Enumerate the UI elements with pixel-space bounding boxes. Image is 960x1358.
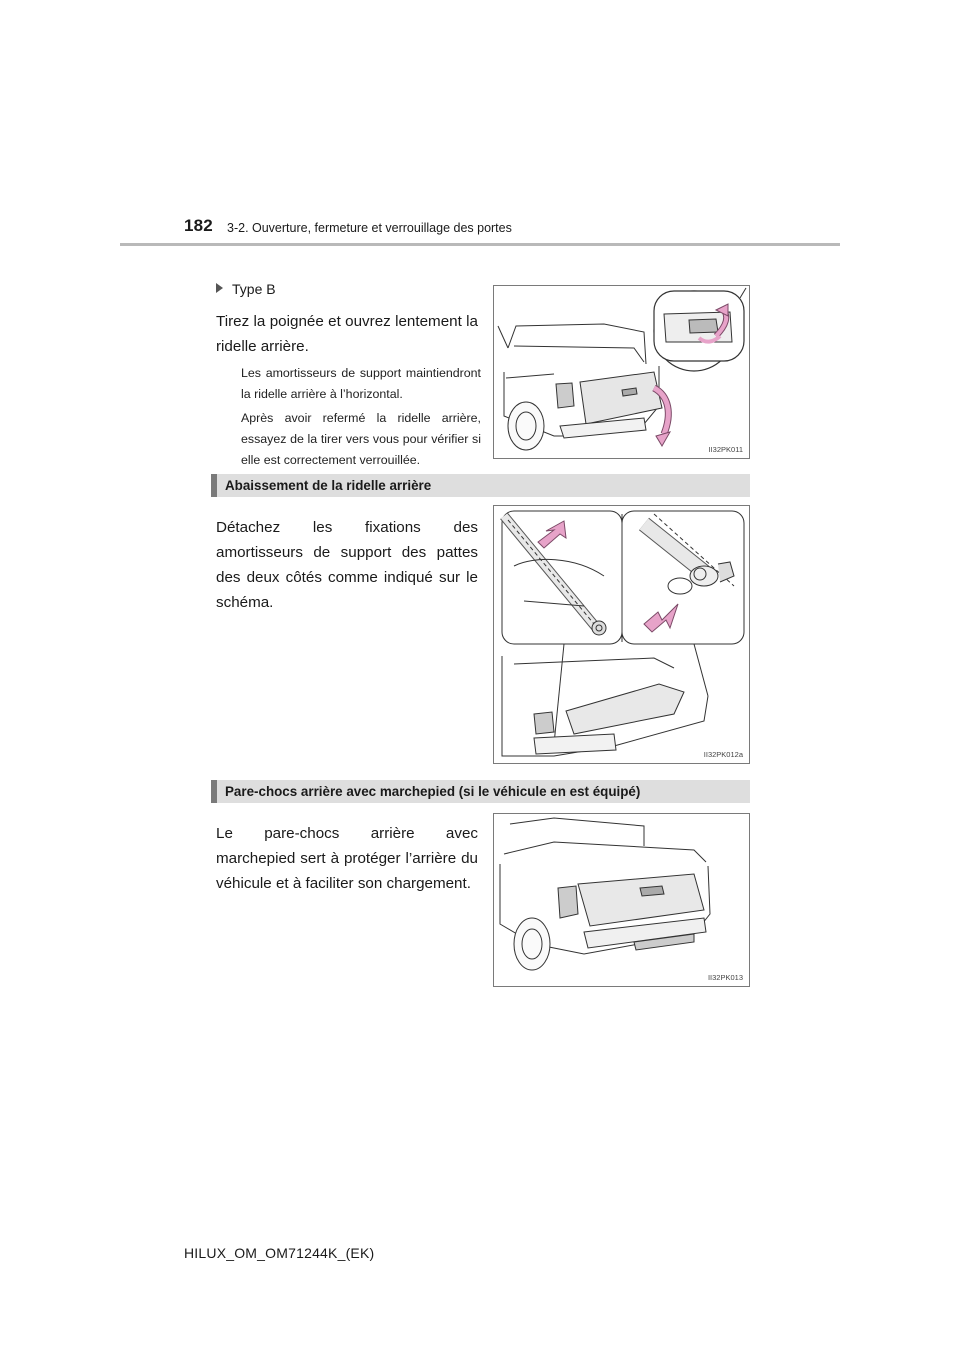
type-b-note-2: Après avoir refermé la ridelle arrière, essayez de la tirer vers vous pour vérifier si elle est correctement verrouillée. [241, 411, 481, 467]
lowering-instruction: Détachez les fixations des amortisseurs de support des pattes des deux côtés comme indiqué sur le schéma. [216, 519, 478, 611]
page-number: 182 [184, 216, 213, 235]
damper-illustration [494, 506, 749, 763]
heading-rear-bumper-step: Pare-chocs arrière avec marchepied (si le véhicule en est équipé) [211, 780, 750, 803]
bumper-description: Le pare-chocs arrière avec marchepied sert à protéger l’arrière du véhicule et à faciliter son chargement. [216, 825, 478, 892]
rear-bumper-illustration [494, 814, 749, 986]
type-b-text: Type B [232, 281, 276, 297]
document-id: HILUX_OM_OM71244K_(EK) [184, 1245, 375, 1261]
triangle-bullet-icon [216, 283, 223, 293]
figure-rear-bumper [493, 813, 750, 987]
truck-tailgate-illustration [494, 286, 749, 458]
type-b-note-1: Les amortisseurs de support maintiendront la ridelle arrière à l’horizontal. [241, 366, 481, 401]
type-b-label [216, 281, 276, 297]
figure-tailgate-opening [493, 285, 750, 459]
figure-code: II32PK013 [707, 973, 743, 982]
header-rule [120, 243, 840, 246]
type-b-instruction: Tirez la poignée et ouvrez lentement la ridelle arrière. [216, 313, 478, 355]
figure-damper-detach [493, 505, 750, 764]
section-title: 3-2. Ouverture, fermeture et verrouillage des portes [227, 221, 512, 235]
heading-lowering-tailgate: Abaissement de la ridelle arrière [211, 474, 750, 497]
figure-code: II32PK012a [703, 750, 743, 759]
figure-code: II32PK011 [708, 445, 743, 454]
